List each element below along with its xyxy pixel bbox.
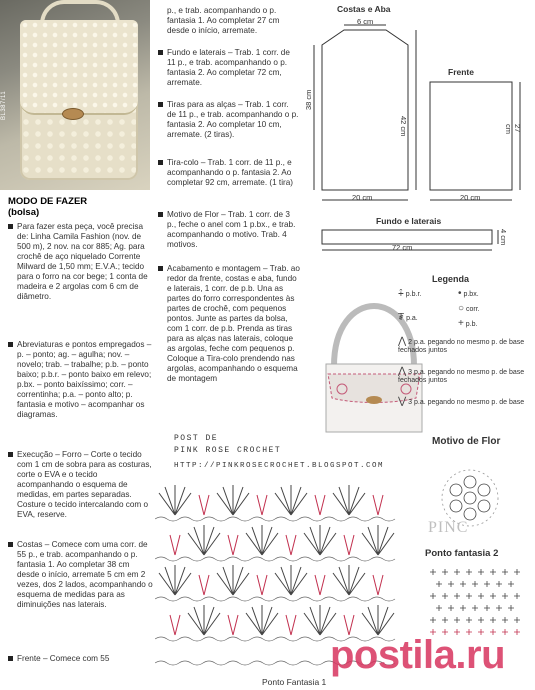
two-pa-closed-icon: ⋀	[398, 336, 407, 347]
post-credit-line2: PINK ROSE CROCHET	[174, 446, 282, 455]
frente-shape	[430, 82, 520, 200]
frente-right-dim: 27 cm	[504, 124, 522, 134]
section-title: MODO DE FAZER	[8, 196, 88, 207]
watermark: PINC	[428, 519, 469, 536]
legend-pbx-row: • p.bx.	[458, 288, 479, 299]
bullet-square	[8, 656, 13, 661]
legend-title: Legenda	[432, 274, 470, 284]
costas-left-dim: 38 cm	[304, 89, 313, 110]
fundo-right-dim: 4 cm	[499, 229, 508, 246]
ponto-fantasia-1-label: Ponto Fantasia 1	[262, 677, 327, 687]
costas-bottom-dim: 20 cm	[352, 193, 373, 202]
middle-paragraph: Tiras para as alças – Trab. 1 corr. de 11 p., e trab. acompanhando o p. fantasia 2. Ao completar 10 cm, arremate. (2 tiras).	[158, 100, 300, 140]
bullet-square	[158, 212, 163, 217]
left-paragraph: Para fazer esta peça, você precisa de: Linha Camila Fashion (nov. de 500 m), 2 nov. na cor 885; Ag. para crochê de aço niquelado Corrente Milward de 1,50 mm; E.V.A.; tecido para o forro na cor bege; 1 conta de madeira e 2 argolas com 6 cm de diâmetro.	[8, 222, 153, 302]
chain-rows	[155, 517, 395, 641]
legend-pa-row: ₮ p.a.	[398, 312, 418, 323]
fundo-bottom-dim: 72 cm	[392, 243, 413, 252]
left-paragraph: Costas – Comece com uma corr. de 55 p., e trab. acompanhando o p. fantasia 1. Ao completar 38 cm desde o início, arremate 5 cm em 2 vezes, dos 2 lados, acompanhando o esquema de medidas para as diminuições nas laterais.	[8, 540, 153, 610]
bullet-square	[8, 452, 13, 457]
postila-watermark: postila.ru	[330, 633, 506, 677]
frente-title: Frente	[448, 67, 474, 77]
fan-rows	[159, 485, 394, 635]
wooden-bead	[62, 108, 84, 120]
costas-right-dim: 42 cm	[399, 116, 408, 137]
pbx-icon: •	[458, 288, 462, 299]
middle-paragraph: Acabamento e montagem – Trab. ao redor da frente, costas e aba, fundo e laterais, 1 corr. de p.b. Una as partes do forro correspondentes às partes de crochê, com pequenos pontos. Junte as partes da bolsa, com 1 corr. de p.b. Prenda as tiras para as alças nas laterais, coloque as argolas, feche com pequenos p. Coloque a Tira-colo prendendo nas argolas, acompanhando o esquema de montagem	[158, 264, 300, 384]
pb-icon: +	[458, 318, 464, 329]
bullet-square	[158, 160, 163, 165]
bag-photo	[0, 0, 150, 190]
costas-top-dim: 6 cm	[357, 17, 374, 26]
bullet-square	[158, 50, 163, 55]
frente-bottom-dim: 20 cm	[460, 193, 481, 202]
stitch-chart-2	[426, 566, 526, 642]
three-pa-fan-icon: ⋁	[398, 396, 407, 407]
costas-shape	[314, 25, 416, 200]
middle-paragraph: Tira-colo – Trab. 1 corr. de 11 p., e acompanhando o p. fantasia 2. Ao completar 92 cm, arremate. (1 tira)	[158, 158, 300, 188]
bullet-square	[158, 102, 163, 107]
photo-code: BL387/11	[1, 90, 7, 120]
bullet-square	[158, 266, 163, 271]
motivo-flor-title: Motivo de Flor	[432, 436, 501, 447]
middle-paragraph: Motivo de Flor – Trab. 1 corr. de 3 p., feche o anel com 1 p.bx., e trab. acompanhando o motivo. Trab. 4 motivos.	[158, 210, 300, 250]
left-paragraph: Execução – Forro – Corte o tecido com 1 cm de sobra para as costuras, corte o EVA e o tecido acompanhando o esquema de medidas, em partes separadas. Costure o tecido intercalando com o EVA, reserve.	[8, 450, 153, 520]
fundo-title: Fundo e laterais	[376, 216, 442, 226]
costas-title: Costas e Aba	[337, 4, 391, 14]
left-paragraph: Frente – Comece com 55	[8, 654, 153, 664]
post-credit-line1: POST DE	[174, 434, 219, 443]
bag-flap	[20, 20, 138, 115]
legend-3pa-row: ⋁ 3 p.a. pegando no mesmo p. de base	[398, 396, 525, 407]
section-subtitle: (bolsa)	[8, 207, 40, 218]
bullet-square	[8, 542, 13, 547]
bullet-square	[8, 224, 13, 229]
ponto-fantasia-2-label: Ponto fantasia 2	[425, 548, 499, 559]
pa-icon: ₮	[398, 312, 405, 323]
middle-paragraph: Fundo e laterais – Trab. 1 corr. de 11 p., e trab. acompanhando o p. fantasia 2. Ao completar 72 cm, arremate.	[158, 48, 300, 88]
legend-corr-row: ○ corr.	[458, 303, 480, 314]
legend-2pa-row: ⋀ 2 p.a. pegando no mesmo p. de base fechados juntos	[398, 336, 525, 354]
red-closed-clusters	[170, 495, 383, 635]
pbr-icon: ⨣	[398, 288, 404, 299]
bullet-square	[8, 342, 13, 347]
assembly-sketch	[304, 296, 444, 436]
left-paragraph: Abreviaturas e pontos empregados – p. – ponto; ag. – agulha; nov. – novelo; trab. – trabalhe; p.b. – ponto baixo; p.b.r. – ponto baixo em relevo; p.bx. – ponto baixíssimo; corr. – correntinha; p.a. – ponto alto; p. fantasia e motivo – acompanhar os diagramas.	[8, 340, 153, 420]
three-pa-closed-icon: ⋀	[398, 366, 407, 377]
legend-3pa-closed-row: ⋀ 3 p.a. pegando no mesmo p. de base fechados juntos	[398, 366, 525, 384]
middle-paragraph: p., e trab. acompanhando o p. fantasia 1. Ao completar 27 cm desde o início, arremate.	[167, 6, 280, 35]
post-credit-url[interactable]: HTTP://PINKROSECROCHET.BLOGSPOT.COM	[174, 462, 385, 470]
legend-pb-row: + p.b.	[458, 318, 478, 329]
legend-pbr-row: ⨣ p.b.r.	[398, 288, 422, 299]
corr-icon: ○	[458, 303, 465, 314]
